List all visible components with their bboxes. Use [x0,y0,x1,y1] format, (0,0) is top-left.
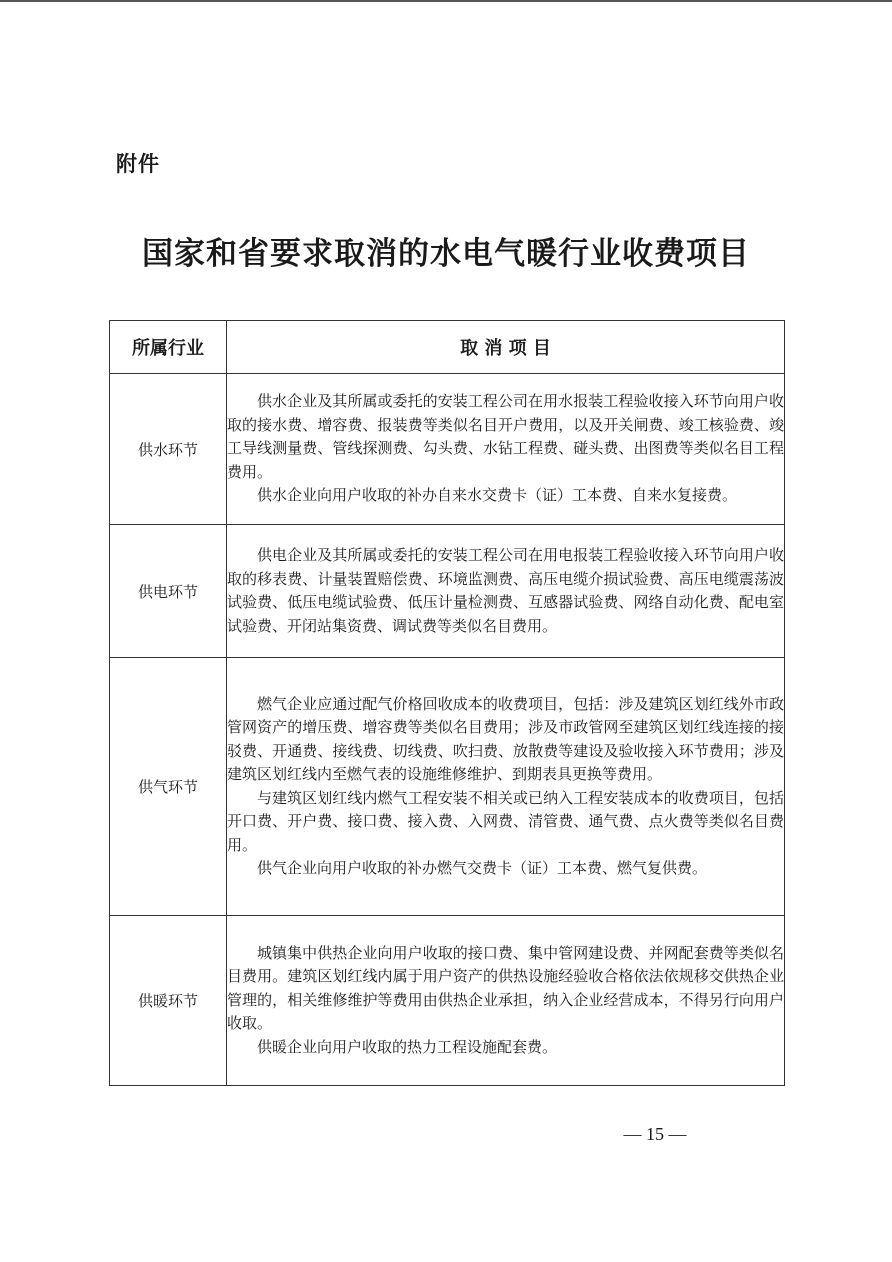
item-paragraph: 燃气企业应通过配气价格回收成本的收费项目，包括：涉及建筑区划红线外市政管网资产的增压费、增容费等类似名目费用；涉及市政管网至建筑区划红线连接的接驳费、开通费、接线费、切线费、吹扫费、放散费等建设及验收接入环节费用；涉及建筑区划红线内至燃气表的设施维修维护、到期表具更换等费用。 [227,694,784,783]
industry-cell: 供暖环节 [110,916,227,1086]
item-paragraph: 供气企业向用户收取的补办燃气交费卡（证）工本费、燃气复供费。 [257,859,708,877]
header-cancelled-items: 取 消 项 目 [227,321,785,374]
item-paragraph: 供暖企业向用户收取的热力工程设施配套费。 [257,1037,558,1056]
item-paragraph: 供电企业及其所属或委托的安装工程公司在用电报装工程验收接入环节向用户收取的移表费、计量装置赔偿费、环境监测费、高压电缆介损试验费、高压电缆震荡波试验费、低压电缆试验费、低压计量检测费、互感器试验费、网络自动化费、配电室试验费、开闭站集资费、调试费等类似名目费用。 [227,546,784,635]
top-border-line [0,0,892,2]
items-cell [227,525,785,658]
items-cell [227,374,785,525]
industry-cell: 供气环节 [110,658,227,916]
industry-cell: 供电环节 [110,525,227,658]
table-row-gas [110,658,785,916]
item-paragraph: 供水企业向用户收取的补办自来水交费卡（证）工本费、自来水复接费。 [257,486,738,505]
attachment-label: 附件 [116,152,160,176]
item-paragraph: 城镇集中供热企业向用户收取的接口费、集中管网建设费、并网配套费等类似名目费用。建筑区划红线内属于用户资产的供热设施经验收合格依法依规移交供热企业管理的，相关维修维护等费用由供热企业承担，纳入企业经营成本，不得另行向用户收取。 [227,943,784,1033]
document-title: 国家和省要求取消的水电气暖行业收费项目 [142,236,750,272]
table-row-water [110,374,785,525]
fee-items-table [109,320,785,1086]
items-cell [227,658,785,916]
item-paragraph: 与建筑区划红线内燃气工程安装不相关或已纳入工程安装成本的收费项目，包括开口费、开户费、接口费、接入费、入网费、清管费、通气费、点火费等类似名目费用。 [227,788,784,854]
table-row-heating [110,916,785,1086]
industry-cell: 供水环节 [110,374,227,525]
page-number: — 15 — [623,1124,687,1144]
header-industry: 所属行业 [110,321,227,374]
item-paragraph: 供水企业及其所属或委托的安装工程公司在用水报装工程验收接入环节向用户收取的接水费、增容费、报装费等类似名目开户费用，以及开关闸费、竣工核验费、竣工导线测量费、管线探测费、勾头费、水钻工程费、碰头费、出图费等类似名目工程费用。 [227,392,784,481]
table-row-electricity [110,525,785,658]
table-header-row [110,321,785,374]
items-cell [227,916,785,1086]
